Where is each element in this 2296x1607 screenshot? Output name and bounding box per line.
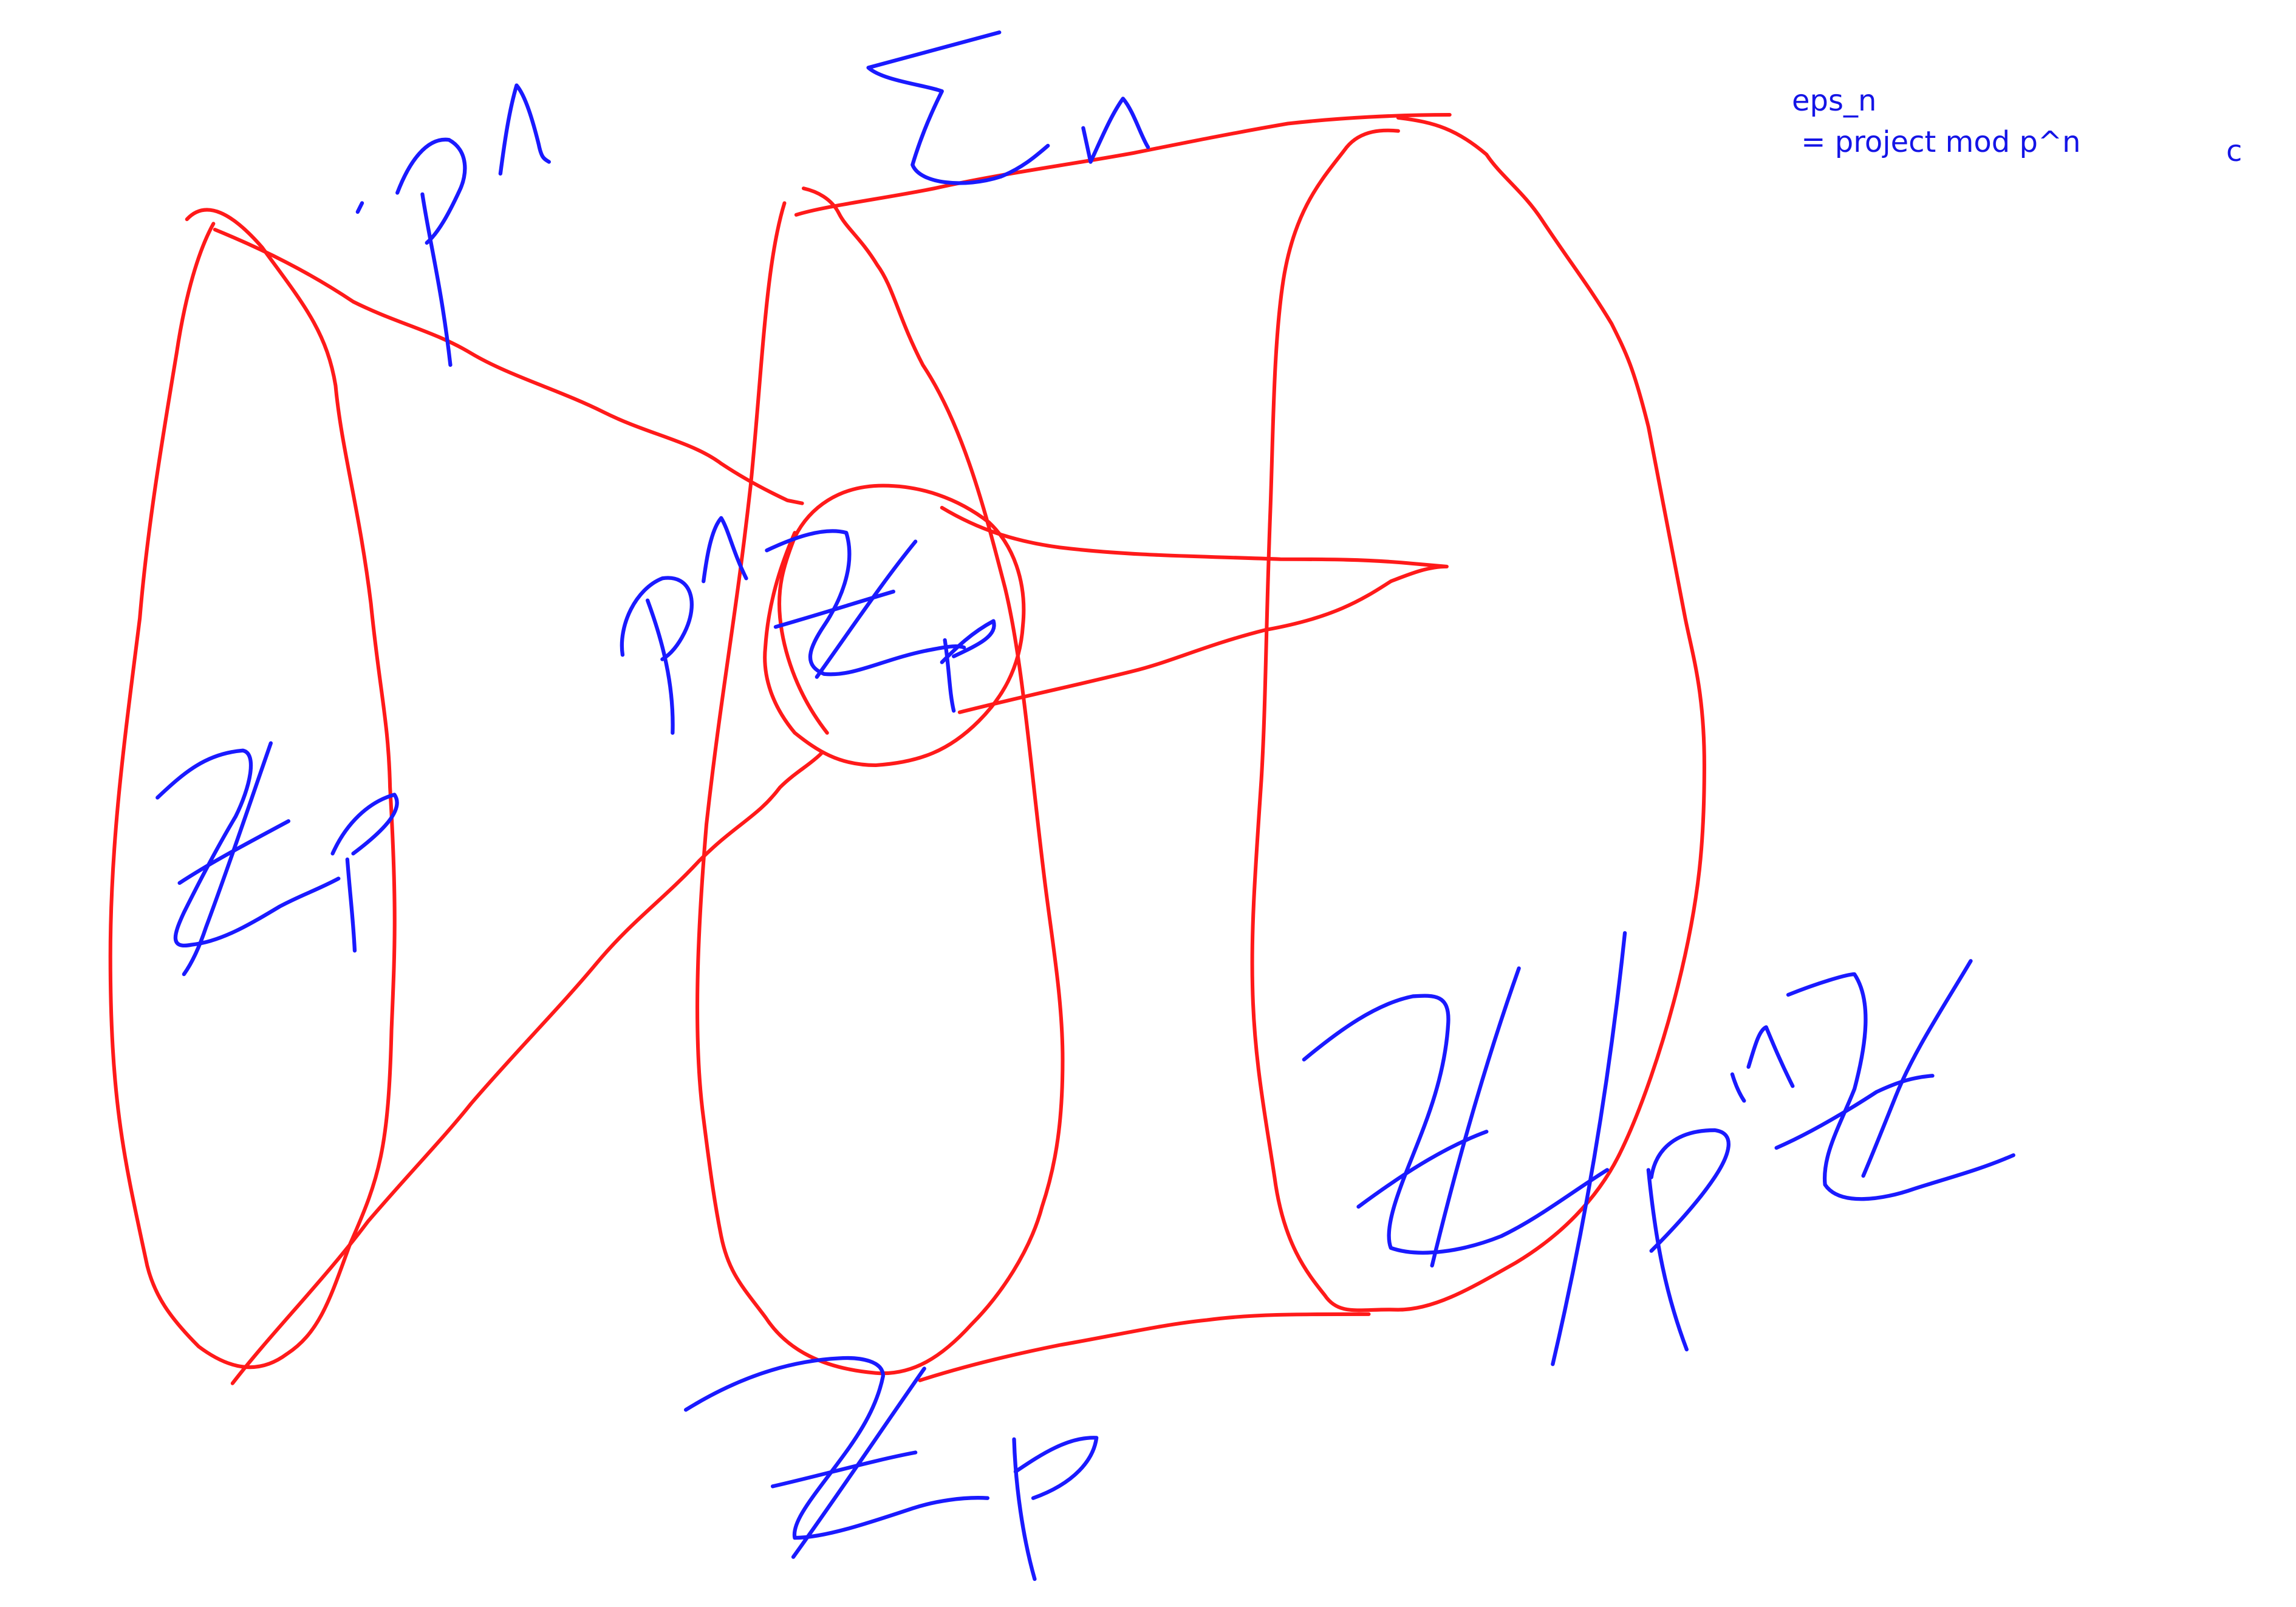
eps-definition: = project mod p^n <box>1792 125 2081 159</box>
handwritten-label-pn-top <box>358 86 549 365</box>
connector-bottom-right <box>920 1314 1368 1380</box>
connector-circle-upper <box>942 508 1447 712</box>
handwritten-label-zp-left <box>157 743 397 974</box>
eps-title: eps_n <box>1792 84 1877 118</box>
corner-note: c <box>2226 134 2243 168</box>
middle-set-oval <box>697 188 1062 1373</box>
handwritten-label-z-mod-pnz <box>1304 933 2014 1364</box>
red-outlines <box>111 115 1704 1384</box>
handwritten-label-zp-bottom <box>686 1358 1096 1579</box>
connector-bottom-left <box>233 754 821 1384</box>
handwritten-label-sigma-n <box>869 32 1148 183</box>
left-set-oval <box>111 210 395 1367</box>
right-set-oval <box>1252 118 1704 1311</box>
handwritten-label-zp-circle <box>767 531 994 711</box>
handwritten-label-pn-middle <box>622 518 747 733</box>
connector-top-right <box>796 115 1450 215</box>
connector-top-left <box>215 230 802 503</box>
blue-labels <box>157 32 2014 1579</box>
